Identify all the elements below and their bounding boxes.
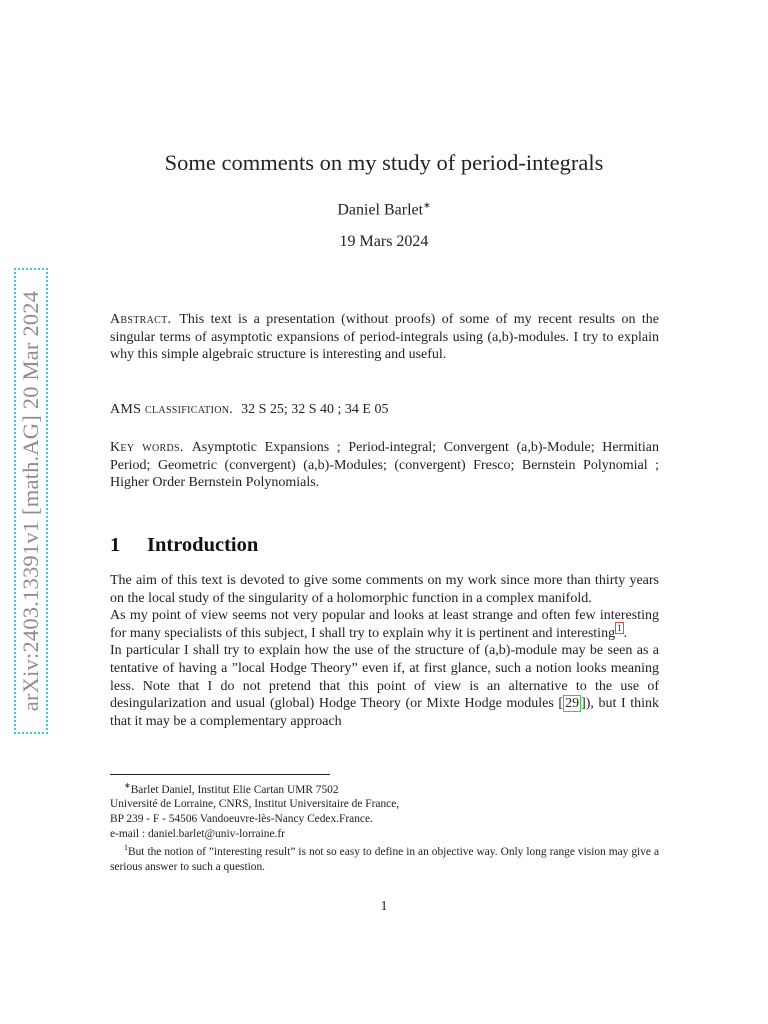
author-name: Daniel Barlet <box>337 201 424 219</box>
footnote-author-line-2: Université de Lorraine, CNRS, Institut Universitaire de France, <box>110 798 400 811</box>
paragraph-2-end: . <box>623 625 628 641</box>
footnote-1-mark: 1 <box>124 843 128 853</box>
arxiv-identifier-text: arXiv:2403.13391v1 [math.AG] 20 Mar 2024 <box>18 290 43 712</box>
paragraph-2-text: As my point of view seems not very popular and looks at least strange and often few interesting for many specialists of this subject, I shall try to explain why it is pertinent and interesting <box>110 608 659 641</box>
paragraph-3-text-a: In particular I shall try to explain how the use of the structure of (a,b)-module may be seen as a tentative of having a ”local Hodge Theory” even if, at first glance, such a notion looks meaning less. Note that I do not pretend that this point of view is an alternative to the use of desingularization and usual (global) Hodge Theory (or Mixte Hodge modules [ <box>110 643 659 712</box>
page-number: 1 <box>380 899 388 914</box>
footnote-rule <box>110 774 330 775</box>
keywords-text: Asymptotic Expansions ; Period-integral; Convergent (a,b)-Module; Hermitian Period; Geometric (convergent) (a,b)-Modules; (convergent) Fresco; Bernstein Polynomial ; Higher Order Bernstein Polynomials. <box>110 440 659 491</box>
footnote-author-line-1 <box>110 779 659 797</box>
section-body <box>110 572 659 730</box>
author-footnote-mark[interactable]: ∗ <box>423 200 431 210</box>
footnote-author-email[interactable]: e-mail : daniel.barlet@univ-lorraine.fr <box>110 827 285 840</box>
abstract-text: This text is a presentation (without proofs) of some of my recent results on the singular terms of asymptotic expansions of period-integrals using (a,b)-modules. I try to explain why this simple algebraic structure is interesting and useful. <box>110 312 659 363</box>
footnote-1-link[interactable]: 1 <box>617 623 622 634</box>
section-title: Introduction <box>147 534 259 556</box>
paragraph-3-text-b: ]), but I think that it may be a complementary approach <box>110 696 659 729</box>
ams-classification <box>110 401 659 419</box>
paper-title: Some comments on my study of period-integrals <box>164 150 604 175</box>
author-line <box>0 200 768 219</box>
ams-label: AMS classification. <box>110 402 234 417</box>
abstract <box>110 311 659 364</box>
footnote-1 <box>110 841 659 874</box>
ams-text: 32 S 25; 32 S 40 ; 34 E 05 <box>241 402 389 417</box>
abstract-label: Abstract. <box>110 312 172 327</box>
section-number: 1 <box>110 534 121 556</box>
section-heading <box>110 534 258 557</box>
keywords-label: Key words. <box>110 440 184 455</box>
keywords <box>110 439 659 492</box>
arxiv-identifier-stamp[interactable] <box>14 268 48 734</box>
paragraph-3 <box>110 642 659 730</box>
footnote-author-line-3: BP 239 - F - 54506 Vandoeuvre-lès-Nancy Cedex.France. <box>110 812 373 825</box>
footnote-1-text: But the notion of ”interesting result” is not so easy to define in an objective way. Only long range vision may give a serious answer to such a question. <box>110 845 659 873</box>
paragraph-2 <box>110 607 659 642</box>
paragraph-1: The aim of this text is devoted to give some comments on my work since more than thirty years on the local study of the singularity of a holomorphic function in a complex manifold. <box>110 573 659 606</box>
footnote-author-mark: ∗ <box>124 781 131 790</box>
footnote-author-text-1: Barlet Daniel, Institut Elie Cartan UMR 7502 <box>130 783 339 796</box>
paper-date: 19 Mars 2024 <box>339 233 429 250</box>
citation-29-link[interactable]: 29 <box>565 696 580 712</box>
footnotes <box>110 779 659 874</box>
